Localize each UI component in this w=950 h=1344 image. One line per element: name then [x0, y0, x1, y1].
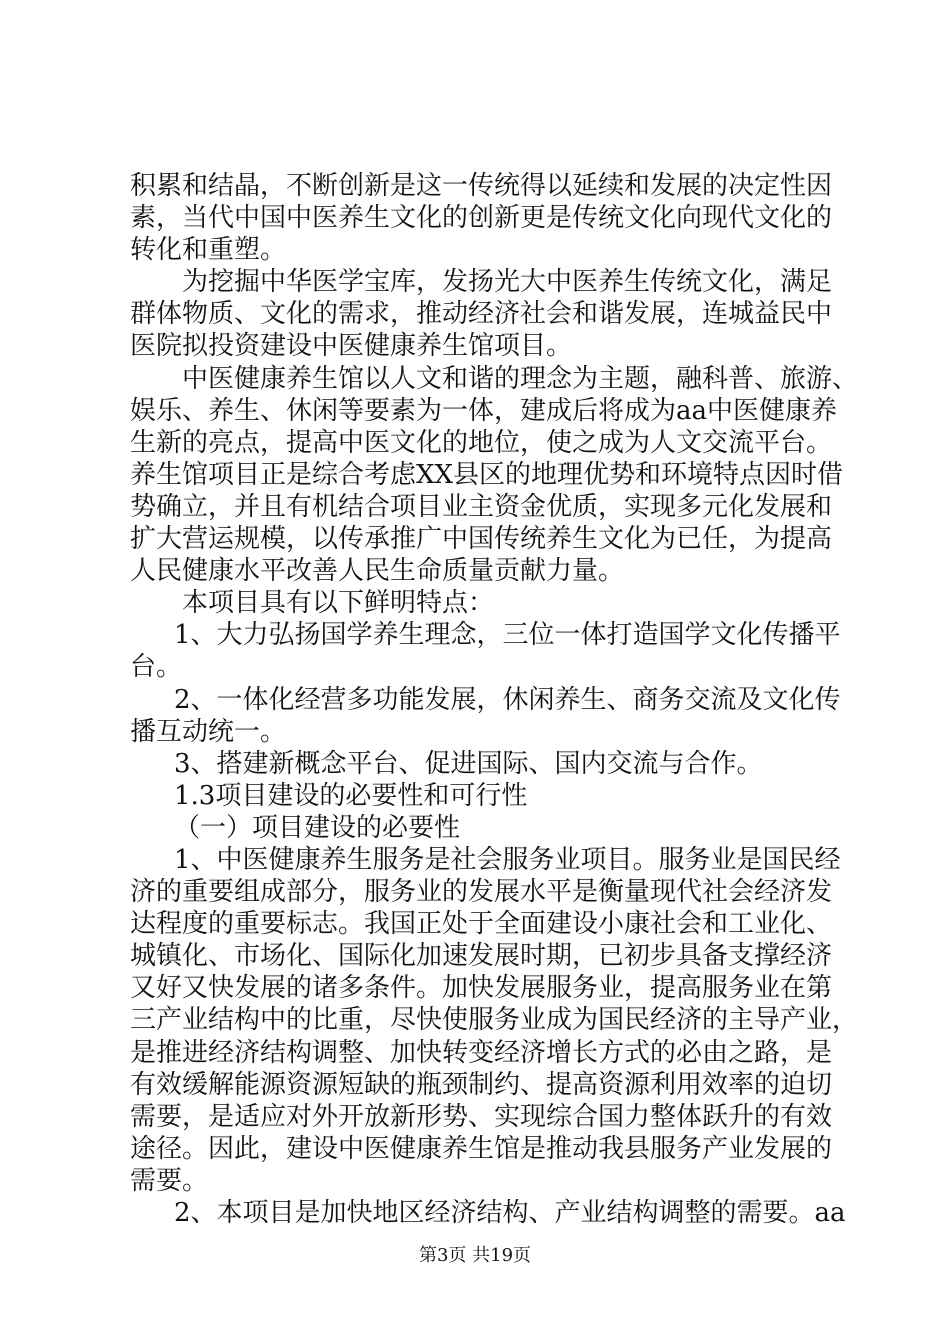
- text-line: 需要。: [130, 1165, 209, 1196]
- text-line: 群体物质、文化的需求，推动经济社会和谐发展，连城益民中: [130, 299, 833, 330]
- text-line: 是推进经济结构调整、加快转变经济增长方式的必由之路，是: [130, 1037, 833, 1068]
- text-line: 扩大营运规模，以传承推广中国传统养生文化为已任，为提高: [130, 524, 833, 555]
- text-line: 养生馆项目正是综合考虑XX县区的地理优势和环境特点因时借: [130, 459, 844, 490]
- text-line: 需要，是适应对外开放新形势、实现综合国力整体跃升的有效: [130, 1101, 833, 1132]
- text-line: 城镇化、市场化、国际化加速发展时期，已初步具备支撑经济: [130, 941, 833, 972]
- text-line: 途径。因此，建设中医健康养生馆是推动我县服务产业发展的: [130, 1133, 833, 1164]
- section-heading: 1.3项目建设的必要性和可行性: [174, 780, 528, 811]
- text-line: 播互动统一。: [130, 716, 287, 747]
- text-line: 生新的亮点，提高中医文化的地位，使之成为人文交流平台。: [130, 427, 833, 458]
- text-line: 医院拟投资建设中医健康养生馆项目。: [130, 331, 573, 362]
- paragraph-first-line: 本项目具有以下鲜明特点：: [182, 588, 495, 619]
- text-line: 又好又快发展的诸多条件。加快发展服务业，提高服务业在第: [130, 973, 833, 1004]
- text-line: 转化和重塑。: [130, 235, 287, 266]
- text-line: 达程度的重要标志。我国正处于全面建设小康社会和工业化、: [130, 909, 833, 940]
- list-item-first-line: 1、大力弘扬国学养生理念，三位一体打造国学文化传播平: [174, 620, 841, 651]
- paragraph-first-line: 1、中医健康养生服务是社会服务业项目。服务业是国民经: [174, 844, 841, 875]
- paragraph-first-line: 中医健康养生馆以人文和谐的理念为主题，融科普、旅游、: [182, 363, 859, 394]
- list-item-first-line: 3、搭建新概念平台、促进国际、国内交流与合作。: [174, 748, 763, 779]
- text-line: 有效缓解能源资源短缺的瓶颈制约、提高资源利用效率的迫切: [130, 1069, 833, 1100]
- text-line: 台。: [130, 652, 183, 683]
- text-line: 济的重要组成部分，服务业的发展水平是衡量现代社会经济发: [130, 877, 833, 908]
- page-footer: 第3页 共19页: [418, 1245, 532, 1266]
- paragraph-first-line: 为挖掘中华医学宝库，发扬光大中医养生传统文化，满足: [182, 267, 833, 298]
- text-line: 人民健康水平改善人民生命质量贡献力量。: [130, 556, 625, 587]
- subsection-heading: （一）项目建设的必要性: [174, 812, 461, 843]
- text-line: 娱乐、养生、休闲等要素为一体，建成后将成为aa中医健康养: [130, 395, 838, 426]
- text-line: 势确立，并且有机结合项目业主资金优质，实现多元化发展和: [130, 491, 833, 522]
- list-item-first-line: 2、一体化经营多功能发展，休闲养生、商务交流及文化传: [174, 684, 841, 715]
- document-body: [130, 170, 859, 1229]
- paragraph-first-line: 2、本项目是加快地区经济结构、产业结构调整的需要。aa: [174, 1198, 846, 1228]
- text-line: 积累和结晶，不断创新是这一传统得以延续和发展的决定性因: [130, 171, 833, 201]
- text-line: 三产业结构中的比重，尽快使服务业成为国民经济的主导产业，: [130, 1005, 859, 1036]
- text-line: 素，当代中国中医养生文化的创新更是传统文化向现代文化的: [130, 203, 833, 234]
